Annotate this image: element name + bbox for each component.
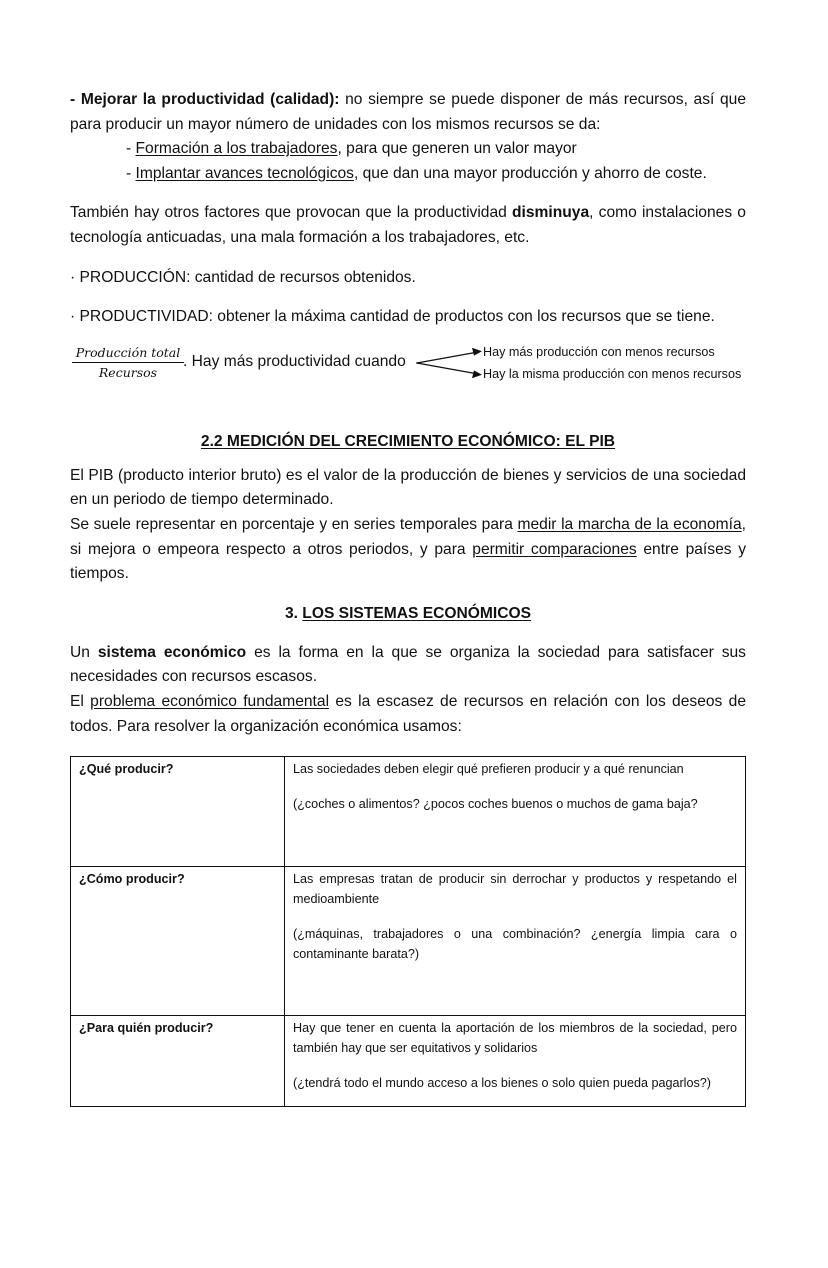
list-item: - Formación a los trabajadores, para que generen un valor mayor	[126, 140, 577, 158]
table-question: ¿Qué producir?	[71, 757, 285, 867]
disminuye-paragraph: También hay otros factores que provocan que la productividad disminuya, como instalaciones o tecnología anticuadas, una mala formación a los trabajadores, etc.	[70, 204, 746, 246]
avances-link: Implantar avances tecnológicos	[135, 164, 354, 182]
fraction-numerator: Producción total	[75, 344, 181, 360]
problema-link: problema económico fundamental	[90, 692, 330, 710]
section-title-sistemas: 3. LOS SISTEMAS ECONÓMICOS	[284, 604, 532, 622]
table-row	[71, 1016, 746, 1107]
table-answer: Las sociedades deben elegir qué prefieren producir y a qué renuncian (¿coches o alimentos? ¿pocos coches buenos o muchos de gama baja?	[285, 757, 746, 867]
list-item: - Implantar avances tecnológicos, que dan una mayor producción y ahorro de coste.	[126, 164, 707, 182]
branch-same-production: Hay la misma producción con menos recursos	[483, 366, 742, 381]
fraction-bar	[72, 362, 184, 363]
medir-link: medir la marcha de la economía	[517, 515, 742, 533]
definition-productividad: · PRODUCTIVIDAD: obtener la máxima cantidad de productos con los recursos que se tiene.	[70, 308, 715, 326]
table-question: ¿Cómo producir?	[71, 867, 285, 1016]
economic-questions-table	[70, 756, 746, 1107]
table-row	[71, 867, 746, 1016]
table-row	[71, 757, 746, 867]
pib-paragraph-1: El PIB (producto interior bruto) es el valor de la producción de bienes y servicios de una sociedad en un periodo de tiempo determinado.	[70, 466, 746, 509]
fraction-denominator: Recursos	[98, 364, 158, 380]
table-answer: Las empresas tratan de producir sin derrochar y productos y respetando el medioambiente (¿máquinas, trabajadores o una combinación? ¿energía limpia cara o contaminante barata?)	[285, 867, 746, 1016]
branch-arrows-icon	[414, 346, 486, 382]
sistemas-paragraph-2: El problema económico fundamental es la escasez de recursos en relación con los deseos de todos. Para resolver la organización económica usamos:	[70, 692, 746, 735]
comparaciones-link: permitir comparaciones	[472, 540, 637, 558]
definition-produccion: · PRODUCCIÓN: cantidad de recursos obtenidos.	[70, 268, 416, 286]
productividad-paragraph	[70, 88, 746, 137]
sistemas-paragraph-1: Un sistema económico es la forma en la que se organiza la sociedad para satisfacer sus necesidades con recursos escasos.	[70, 643, 746, 686]
productivity-formula	[70, 344, 746, 392]
productividad-text: no siempre se puede disponer de más recursos, así que para producir un mayor número de unidades con los mismos recursos se da:	[70, 91, 746, 133]
productividad-heading: - Mejorar la productividad (calidad):	[70, 91, 340, 108]
formula-text: . Hay más productividad cuando	[183, 352, 406, 370]
section-title-pib: 2.2 MEDICIÓN DEL CRECIMIENTO ECONÓMICO: EL PIB	[200, 432, 616, 450]
document-page	[70, 88, 746, 1107]
pib-paragraph-2: Se suele representar en porcentaje y en series temporales para medir la marcha de la economía, si mejora o empeora respecto a otros periodos, y para permitir comparaciones entre países y tiempos.	[70, 515, 747, 583]
table-question: ¿Para quién producir?	[71, 1016, 285, 1107]
table-answer: Hay que tener en cuenta la aportación de los miembros de la sociedad, pero también hay que ser equitativos y solidarios (¿tendrá todo el mundo acceso a los bienes o solo quien pueda pagarlos?)	[285, 1016, 746, 1107]
fraction	[72, 345, 184, 380]
formacion-link: Formación a los trabajadores	[135, 140, 338, 158]
branch-more-production: Hay más producción con menos recursos	[483, 344, 715, 359]
